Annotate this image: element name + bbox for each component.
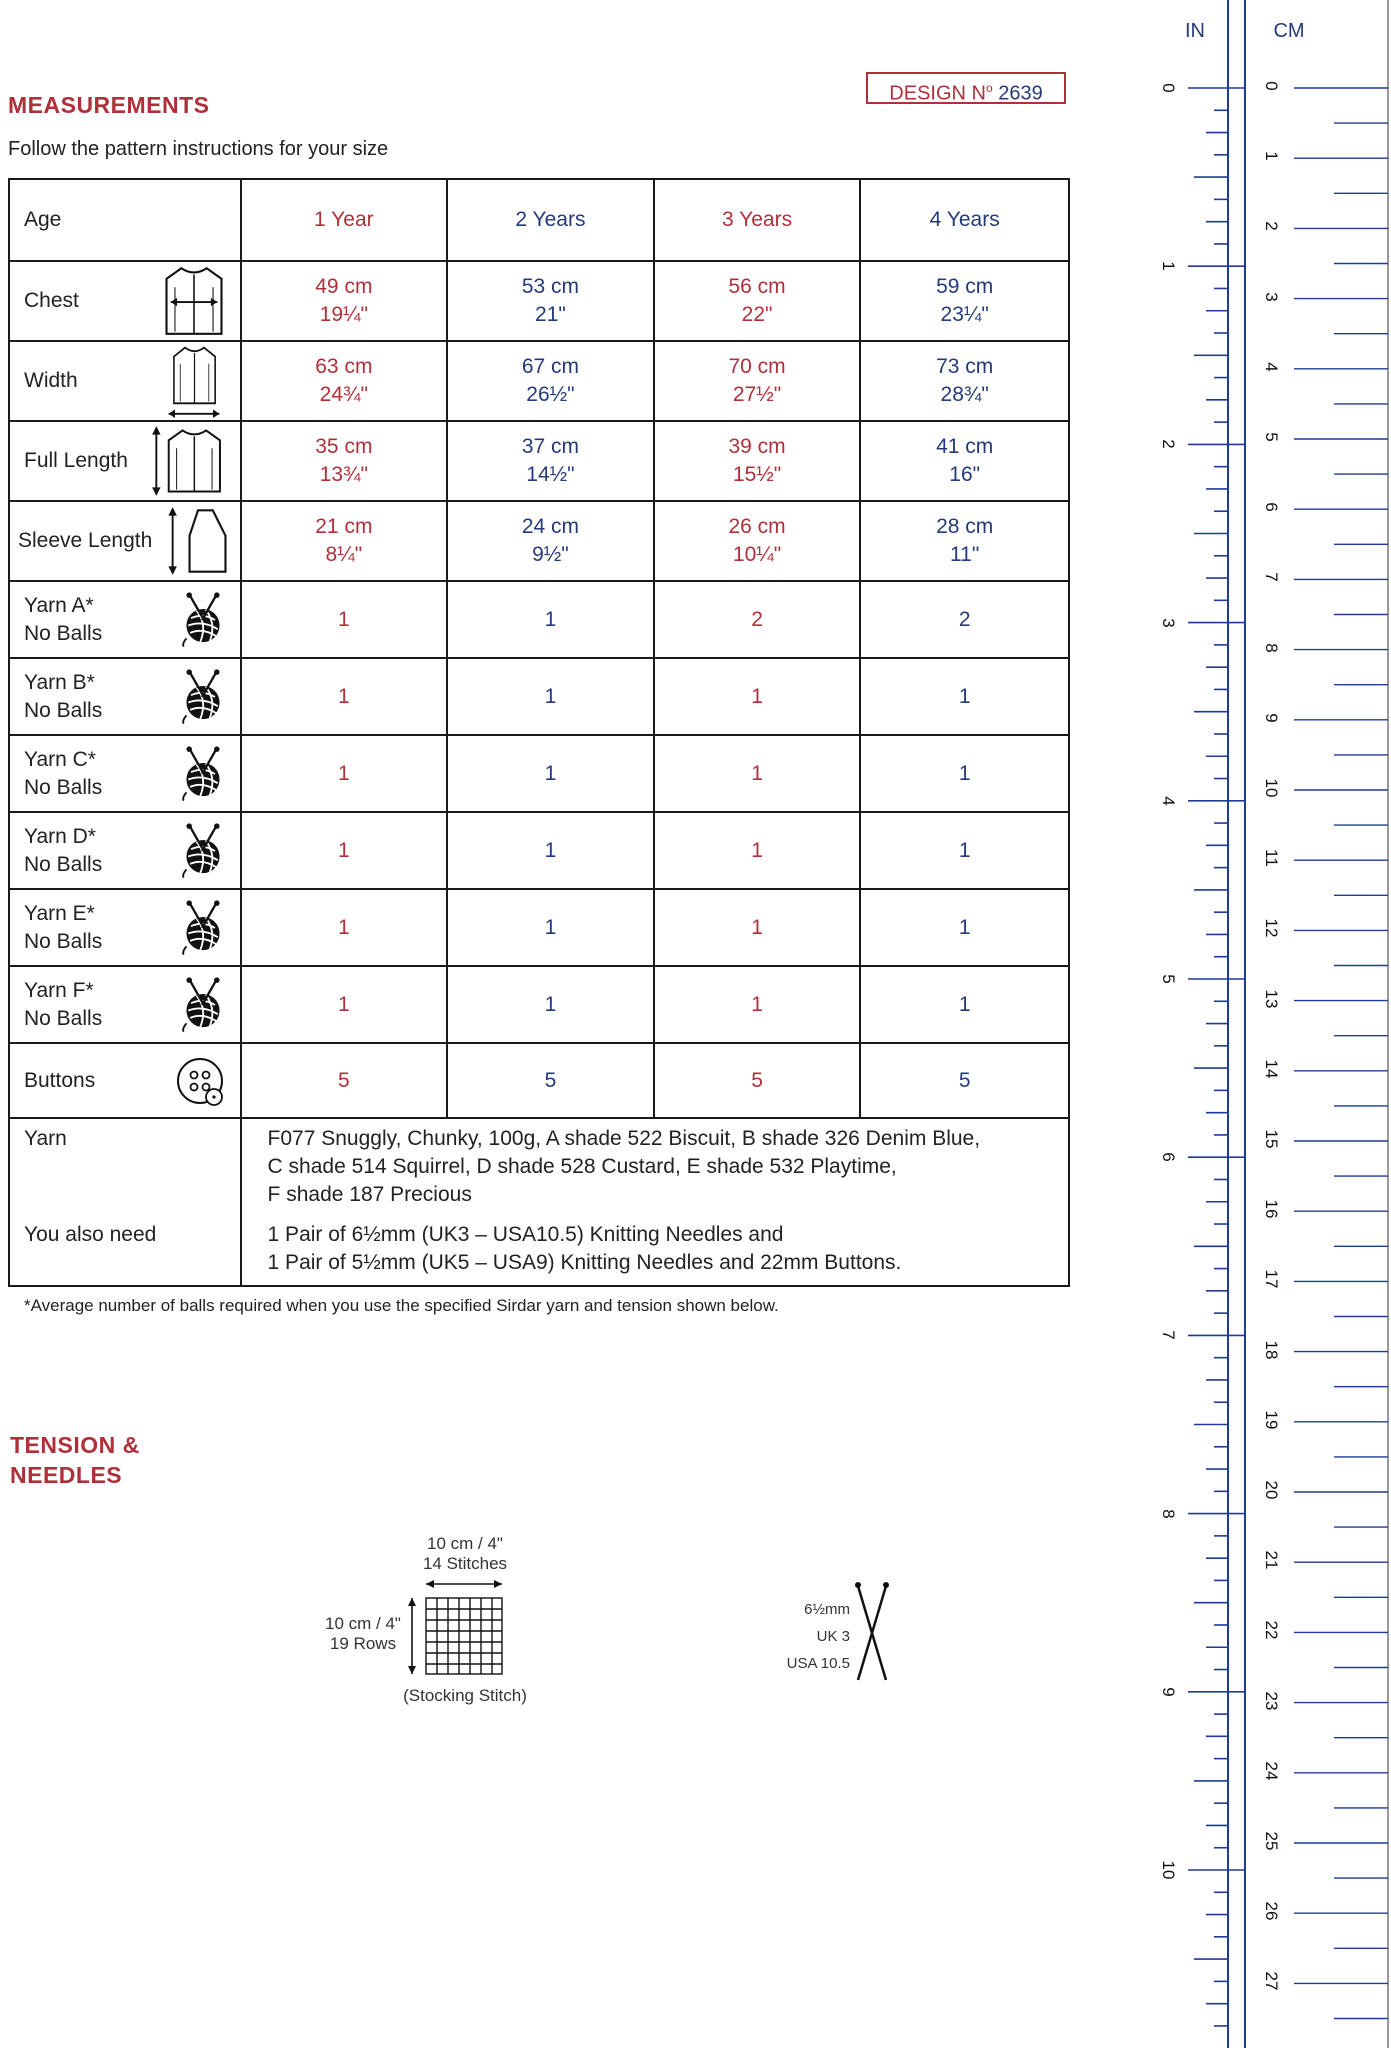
row-label: Buttons [24,1068,96,1092]
cm-value: 37 cm [521,435,580,458]
cm-value: 41 cm [936,435,994,458]
yarn-ball-icon [180,820,226,882]
inch-header: IN [1185,20,1205,42]
cm-label: 13 [1262,989,1281,1009]
tension-stitches: 14 Stitches [422,1554,508,1573]
yarn-a-row [9,581,1069,658]
cm-label: 12 [1262,918,1281,938]
knitting-needles-icon [852,1580,892,1686]
in-value: 27½" [732,383,782,406]
in-value: 9½" [532,543,569,566]
yarn-ball-icon [180,589,226,651]
yarn-label: Yarn D* [24,824,96,848]
yarn-info-line: C shade 514 Squirrel, D shade 528 Custard, E shade 532 Playtime, [267,1155,897,1178]
no-balls-label: No Balls [24,852,103,876]
cm-value: 35 cm [315,435,373,458]
inch-label: 1 [1159,261,1178,271]
ball-count: 1 [447,889,654,966]
cm-label: 5 [1262,432,1281,442]
cm-value: 67 cm [521,355,580,378]
needle-uk: UK 3 [816,1628,850,1645]
cm-label: 3 [1262,291,1281,302]
buttons-row [9,1043,1069,1118]
ball-count: 1 [241,581,448,658]
needle-usa: USA 10.5 [786,1655,850,1672]
cm-value: 56 cm [728,275,786,298]
cm-label: 8 [1262,642,1281,653]
yarn-label: Yarn F* [24,978,94,1002]
page-title: MEASUREMENTS [8,92,210,118]
tension-height-label [308,1614,418,1654]
ball-count: 1 [654,889,861,966]
cardigan-chest-icon [162,264,226,338]
tension-height-value: 10 cm / 4" [325,1614,401,1633]
design-sup: o [985,81,993,95]
also-need-line: 1 Pair of 5½mm (UK5 – USA9) Knitting Needles and 22mm Buttons. [267,1251,902,1274]
chest-row [9,261,1069,341]
tension-title-line2: NEEDLES [10,1462,123,1488]
yarn-ball-icon [180,743,226,805]
button-count: 5 [447,1043,654,1118]
in-value: 8¼" [325,543,363,566]
cm-label: 21 [1262,1550,1281,1570]
button-icon [174,1055,226,1107]
in-value: 14½" [526,463,575,486]
row-label: Width [24,369,78,392]
ball-count: 1 [654,735,861,812]
ruler [1144,0,1391,2048]
no-balls-label: No Balls [24,1006,103,1030]
yarn-label: Yarn E* [24,901,95,925]
ball-count: 1 [860,658,1069,735]
in-value: 13¾" [319,463,368,486]
inch-label: 9 [1159,1687,1178,1697]
footnote: *Average number of balls required when you use the specified Sirdar yarn and tension shown below. [24,1296,779,1315]
cm-label: 17 [1262,1269,1281,1289]
row-label: Full Length [24,449,128,472]
age-row [9,179,1069,261]
in-value: 26½" [526,383,575,406]
in-value: 28¾" [940,383,989,406]
in-value: 15½" [732,463,782,486]
inch-label: 7 [1159,1330,1178,1341]
cm-label: 23 [1262,1691,1281,1711]
cm-value: 26 cm [728,515,786,538]
cm-label: 22 [1262,1620,1281,1640]
tension-width-label [395,1534,535,1574]
ball-count: 1 [860,966,1069,1043]
ball-count: 1 [860,735,1069,812]
cardigan-length-icon [150,424,226,498]
cm-label: 18 [1262,1340,1281,1360]
cm-label: 20 [1262,1480,1281,1500]
yarn-ball-icon [180,666,226,728]
yarn-d-row [9,812,1069,889]
cm-label: 24 [1262,1761,1281,1781]
ball-count: 2 [654,581,861,658]
cm-value: 70 cm [728,355,786,378]
ball-count: 1 [447,658,654,735]
cm-value: 49 cm [315,275,373,298]
inch-label: 4 [1159,796,1178,806]
cm-label: 1 [1262,151,1281,161]
no-balls-label: No Balls [24,775,103,799]
ball-count: 2 [860,581,1069,658]
inch-label: 10 [1159,1860,1178,1880]
design-prefix: DESIGN N [889,82,986,105]
ball-count: 1 [654,812,861,889]
ball-count: 1 [241,889,448,966]
cm-label: 26 [1262,1901,1281,1921]
cm-label: 15 [1262,1129,1281,1149]
ball-count: 1 [447,812,654,889]
in-value: 11" [950,543,980,566]
button-count: 5 [860,1043,1069,1118]
cm-label: 14 [1262,1059,1281,1079]
in-value: 10¼" [732,543,782,566]
row-label: Chest [24,289,79,312]
ball-count: 1 [241,812,448,889]
cm-value: 28 cm [936,515,994,538]
cm-label: 0 [1262,81,1281,91]
sleeve-length-icon [166,504,230,578]
ball-count: 1 [447,966,654,1043]
cm-label: 11 [1262,849,1281,868]
yarn-info-line: F077 Snuggly, Chunky, 100g, A shade 522 Biscuit, B shade 326 Denim Blue, [267,1127,981,1150]
yarn-ball-icon [180,897,226,959]
yarn-f-row [9,966,1069,1043]
ball-count: 1 [241,966,448,1043]
cm-value: 24 cm [521,515,580,538]
cm-label: 2 [1262,221,1281,232]
also-need-line: 1 Pair of 6½mm (UK3 – USA10.5) Knitting Needles and [267,1223,784,1246]
in-value: 22" [741,303,773,326]
tension-title-line1: TENSION & [10,1432,140,1458]
yarn-info-row [9,1118,1069,1286]
yarn-b-row [9,658,1069,735]
size-header: 3 Years [654,179,861,261]
size-header: 1 Year [241,179,448,261]
yarn-c-row [9,735,1069,812]
yarn-label: Yarn B* [24,670,95,694]
size-header: 2 Years [447,179,654,261]
cm-value: 21 cm [315,515,373,538]
cm-header: CM [1273,20,1305,42]
button-count: 5 [654,1043,861,1118]
button-count: 5 [241,1043,448,1118]
width-row [9,341,1069,421]
yarn-e-row [9,889,1069,966]
page-subtitle: Follow the pattern instructions for your size [8,138,389,160]
yarn-label: Yarn A* [24,593,94,617]
cm-label: 16 [1262,1199,1281,1219]
cm-label: 19 [1262,1410,1281,1430]
in-value: 24¾" [319,383,368,406]
yarn-info-line: F shade 187 Precious [267,1183,472,1206]
no-balls-label: No Balls [24,929,103,953]
tension-width-value: 10 cm / 4" [427,1534,503,1553]
cm-label: 10 [1262,778,1281,798]
yarn-label: Yarn C* [24,747,96,771]
ball-count: 1 [860,889,1069,966]
cardigan-width-icon [162,344,226,418]
cm-value: 53 cm [521,275,580,298]
age-label: Age [24,208,62,231]
full-length-row [9,421,1069,501]
inch-label: 0 [1159,83,1178,93]
yarn-ball-icon [180,974,226,1036]
in-value: 16" [949,463,981,486]
ball-count: 1 [241,735,448,812]
also-need-label: You also need [24,1223,157,1246]
ball-count: 1 [241,658,448,735]
cm-value: 63 cm [315,355,373,378]
sleeve-length-row [9,501,1069,581]
ball-count: 1 [447,735,654,812]
design-number-box [866,72,1066,104]
ball-count: 1 [447,581,654,658]
ball-count: 1 [860,812,1069,889]
in-value: 23¼" [940,303,989,326]
ball-count: 1 [654,658,861,735]
row-label: Sleeve Length [18,529,153,552]
yarn-info-label: Yarn [24,1127,67,1150]
tension-rows: 19 Rows [329,1634,397,1653]
inch-label: 8 [1159,1508,1178,1519]
tension-title [10,1430,140,1490]
age-label-cell [9,179,241,261]
inch-label: 3 [1159,617,1178,628]
cm-label: 7 [1262,572,1281,583]
cm-label: 25 [1262,1831,1281,1851]
ball-count: 1 [654,966,861,1043]
cm-label: 27 [1262,1971,1281,1991]
size-header: 4 Years [860,179,1069,261]
cm-label: 4 [1262,362,1281,372]
needle-spec [770,1596,850,1677]
cm-label: 6 [1262,502,1281,512]
in-value: 19¼" [319,303,368,326]
inch-label: 6 [1159,1152,1178,1162]
tension-swatch-diagram [404,1576,508,1680]
measurements-table [8,178,1070,1287]
no-balls-label: No Balls [24,621,103,645]
inch-label: 5 [1159,974,1178,984]
inch-label: 2 [1159,439,1178,450]
no-balls-label: No Balls [24,698,103,722]
stitch-type: (Stocking Stitch) [403,1686,527,1705]
cm-value: 59 cm [936,275,994,298]
cm-label: 9 [1262,713,1281,723]
design-number: 2639 [998,82,1043,105]
in-value: 21" [535,303,566,326]
needle-size: 6½mm [804,1601,850,1618]
cm-value: 39 cm [728,435,786,458]
cm-value: 73 cm [936,355,994,378]
